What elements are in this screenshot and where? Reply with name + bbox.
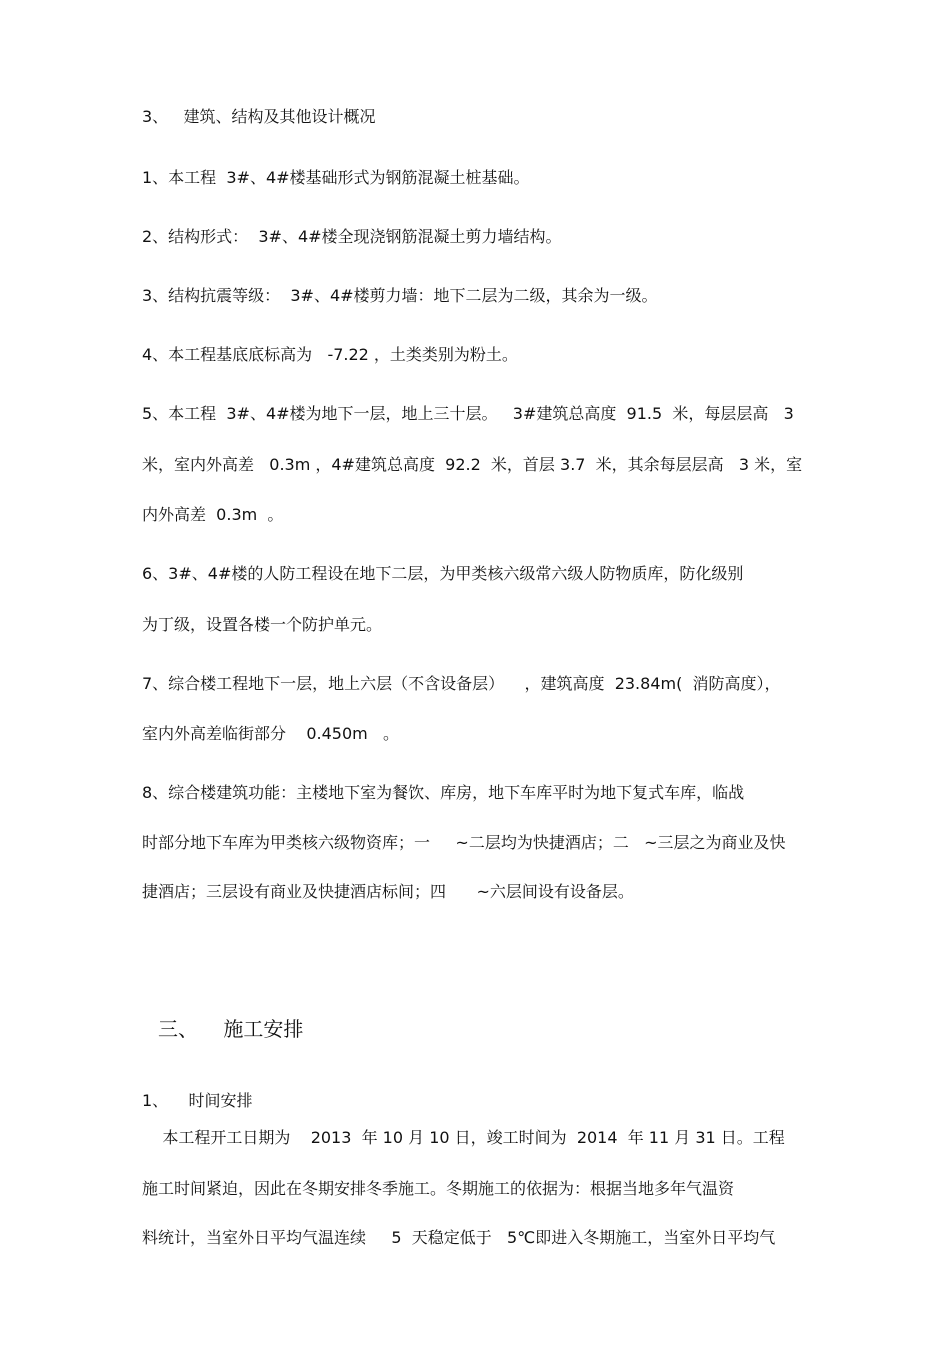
chapter-heading: 三、 施工安排 [158, 1017, 304, 1041]
subsection-heading: 1、 时间安排 [142, 1091, 253, 1110]
list-item-8-line-1: 8、综合楼建筑功能：主楼地下室为餐饮、库房，地下车库平时为地下复式车库，临战 [142, 783, 745, 802]
list-item-8-line-3: 捷酒店；三层设有商业及快捷酒店标间；四 ~六层间设有设备层。 [142, 882, 634, 901]
list-item-7-line-1: 7、综合楼工程地下一层，地上六层（不含设备层） ，建筑高度 23.84m( 消防高度）， [142, 674, 781, 693]
list-item-7-line-2: 室内外高差临街部分 0.450m 。 [142, 724, 399, 743]
list-item-8-line-2: 时部分地下车库为甲类核六级物资库；一 ~二层均为快捷酒店；二 ~三层之为商业及快 [142, 833, 786, 852]
list-item-5-line-3: 内外高差 0.3m 。 [142, 505, 284, 524]
paragraph-line-2: 施工时间紧迫，因此在冬期安排冬季施工。冬期施工的依据为：根据当地多年气温资 [142, 1179, 735, 1198]
section-heading: 3、 建筑、结构及其他设计概况 [142, 107, 376, 126]
list-item-3: 3、结构抗震等级： 3#、4#楼剪力墙：地下二层为二级，其余为一级。 [142, 286, 658, 305]
list-item-4: 4、本工程基底底标高为 -7.22 ，土类类别为粉土。 [142, 345, 518, 364]
paragraph-line-1: 本工程开工日期为 2013 年 10 月 10 日，竣工时间为 2014 年 11 月 31 日。工程 [142, 1128, 785, 1147]
list-item-2: 2、结构形式： 3#、4#楼全现浇钢筋混凝土剪力墙结构。 [142, 227, 562, 246]
list-item-6-line-2: 为丁级，设置各楼一个防护单元。 [142, 615, 383, 634]
list-item-5-line-1: 5、本工程 3#、4#楼为地下一层，地上三十层。 3#建筑总高度 91.5 米，每层层高 3 [142, 404, 794, 423]
list-item-6-line-1: 6、3#、4#楼的人防工程设在地下二层，为甲类核六级常六级人防物质库，防化级别 [142, 564, 744, 583]
paragraph-line-3: 料统计，当室外日平均气温连续 5 天稳定低于 5℃即进入冬期施工，当室外日平均气 [142, 1228, 776, 1247]
list-item-5-line-2: 米，室内外高差 0.3m ，4#建筑总高度 92.2 米，首层 3.7 米，其余每层层高 3 米，室 [142, 455, 803, 474]
list-item-1: 1、本工程 3#、4#楼基础形式为钢筋混凝土桩基础。 [142, 168, 530, 187]
